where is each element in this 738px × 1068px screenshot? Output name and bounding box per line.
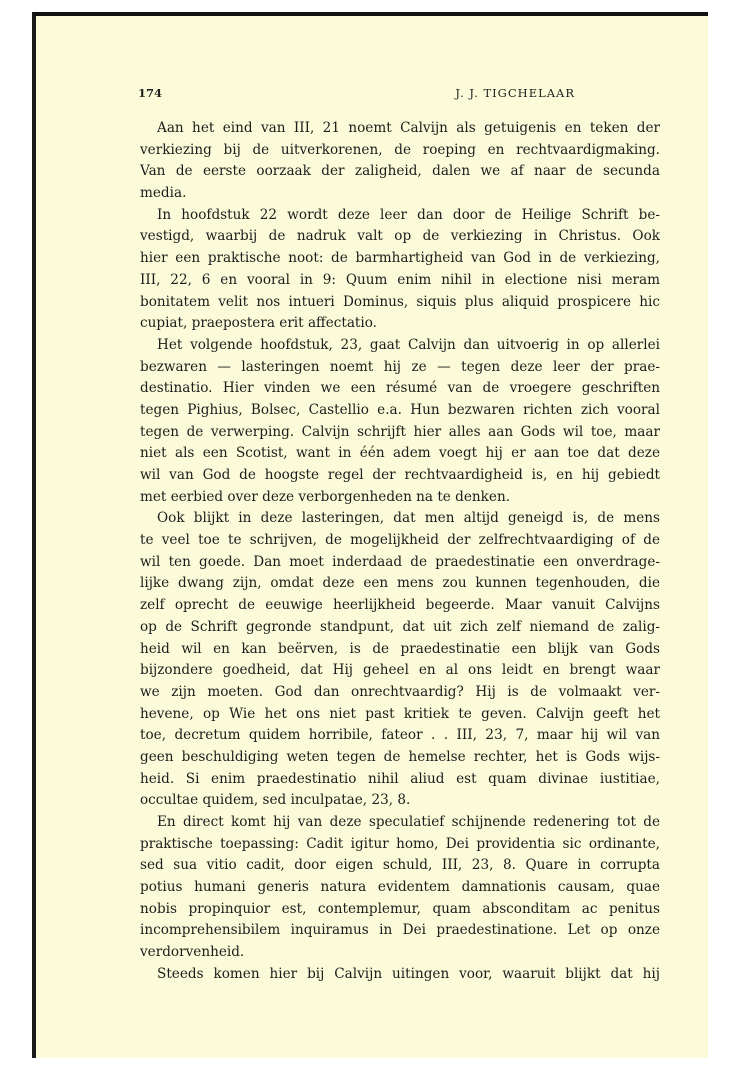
text-line: zelf oprecht de eeuwige heerlijkheid begeerde. Maar vanuit Calvijns <box>140 597 660 614</box>
text-line: verdorvenheid. <box>140 944 245 961</box>
text-line: niet als een Scotist, want in één adem voegt hij er aan toe dat deze <box>140 445 660 462</box>
text-line: cupiat, praepostera erit affectatio. <box>140 315 378 332</box>
text-line: En direct komt hij van deze speculatief schijnende redenering tot de <box>157 814 660 830</box>
text-line: tegen Pighius, Bolsec, Castellio e.a. Hun bezwaren richten zich vooral <box>140 401 660 418</box>
body-text <box>140 118 660 986</box>
text-line: potius humani generis natura evidentem damnationis causam, quae <box>140 879 660 896</box>
running-head <box>138 86 575 106</box>
text-line: media. <box>140 185 187 202</box>
page-number: 174 <box>138 86 163 100</box>
text-line: te veel toe te schrijven, de mogelijkheid der zelfrechtvaardiging of de <box>140 532 660 549</box>
text-line: Aan het eind van III, 21 noemt Calvijn als getuigenis en teken der <box>157 120 660 136</box>
text-line: sed sua vitio cadit, door eigen schuld, III, 23, 8. Quare in corrupta <box>140 857 660 874</box>
text-line: Steeds komen hier bij Calvijn uitingen voor, waaruit blijkt dat hij <box>157 965 660 982</box>
text-line: bonitatem velit nos intueri Dominus, siquis plus aliquid prospicere hic <box>140 293 660 310</box>
text-line: hier een praktische noot: de barmhartigheid van God in de verkiezing, <box>140 250 660 267</box>
book-page <box>32 12 708 1058</box>
text-line: vestigd, waarbij de nadruk valt op de verkiezing in Christus. Ook <box>140 228 660 245</box>
text-line: wil van God de hoogste regel der rechtvaardigheid is, en hij gebiedt <box>140 467 660 483</box>
text-line: verkiezing bij de uitverkorenen, de roeping en rechtvaardigmaking. <box>140 141 660 158</box>
text-line: praktische toepassing: Cadit igitur homo, Dei providentia sic ordinante, <box>140 835 660 852</box>
text-line: toe, decretum quidem horribile, fateor . . III, 23, 7, maar hij wil van <box>140 727 660 744</box>
text-line: tegen de verwerping. Calvijn schrijft hier alles aan Gods wil toe, maar <box>140 423 660 440</box>
text-line: we zijn moeten. God dan onrechtvaardig? Hij is de volmaakt ver- <box>140 683 660 700</box>
text-line: In hoofdstuk 22 wordt deze leer dan door de Heilige Schrift be- <box>157 206 660 223</box>
text-line: occultae quidem, sed inculpatae, 23, 8. <box>140 792 411 809</box>
text-line: heid. Si enim praedestinatio nihil aliud est quam divinae iustitiae, <box>140 770 660 787</box>
text-line: bezwaren — lasteringen noemt hij ze — tegen deze leer der prae- <box>140 358 660 375</box>
text-line: Ook blijkt in deze lasteringen, dat men altijd geneigd is, de mens <box>157 510 660 527</box>
text-line: Het volgende hoofdstuk, 23, gaat Calvijn dan uitvoerig in op allerlei <box>157 336 660 353</box>
running-head-author: J. J. TIGCHELAAR <box>455 86 575 100</box>
text-line: wil ten goede. Dan moet inderdaad de praedestinatie een onverdrage- <box>140 553 660 570</box>
text-line: bijzondere goedheid, dat Hij geheel en al ons leidt en brengt waar <box>140 662 660 679</box>
text-line: heid wil en kan beërven, is de praedestinatie een blijk van Gods <box>140 640 660 657</box>
text-line: incomprehensibilem inquiramus in Dei praedestinatione. Let op onze <box>140 922 660 939</box>
text-line: destinatio. Hier vinden we een résumé van de vroegere geschriften <box>140 380 660 397</box>
text-line: hevene, op Wie het ons niet past kritiek te geven. Calvijn geeft het <box>140 705 660 722</box>
text-line: geen beschuldiging weten tegen de hemelse rechter, het is Gods wijs- <box>140 748 660 765</box>
text-line: Van de eerste oorzaak der zaligheid, dalen we af naar de secunda <box>140 163 660 180</box>
text-line: met eerbied over deze verborgenheden na te denken. <box>140 488 511 505</box>
text-line: III, 22, 6 en vooral in 9: Quum enim nihil in electione nisi meram <box>140 271 660 288</box>
text-line: lijke dwang zijn, omdat deze een mens zou kunnen tegenhouden, die <box>140 575 660 592</box>
text-line: op de Schrift gegronde standpunt, dat uit zich zelf niemand de zalig- <box>140 618 660 635</box>
text-line: nobis propinquior est, contemplemur, quam absconditam ac penitus <box>140 900 660 917</box>
